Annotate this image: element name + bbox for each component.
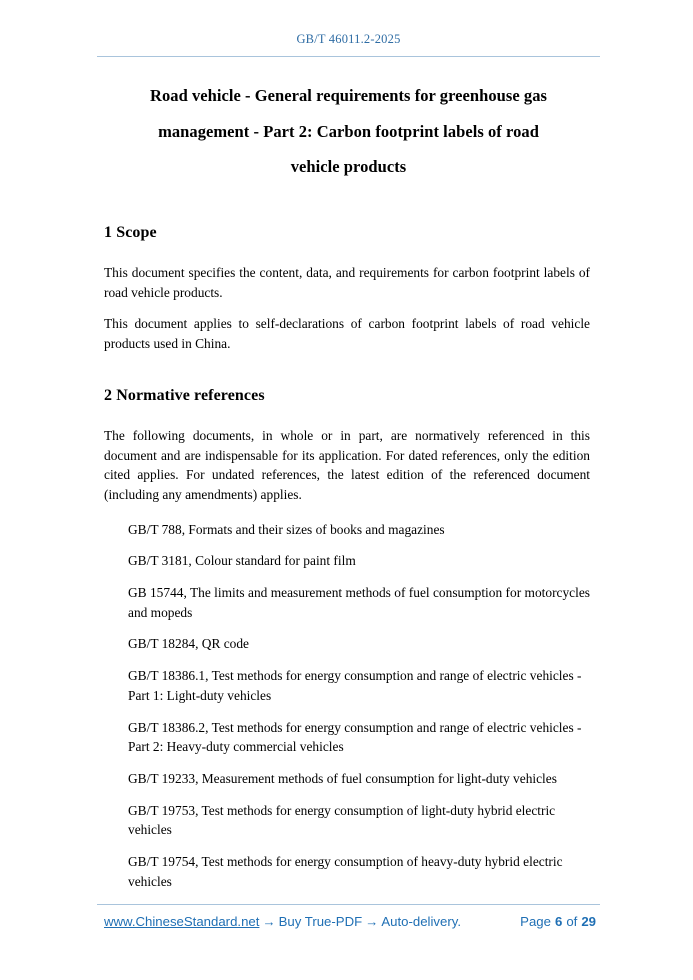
spacer [104,622,590,634]
reference-item: GB/T 3181, Colour standard for paint film [128,553,356,569]
document-title [97,78,600,185]
spacer [104,654,590,666]
footer-promo [104,912,461,932]
document-body [104,222,590,891]
page-indicator [520,912,596,932]
reference-item: GB 15744, The limits and measurement methods of fuel consumption for motorcycles and mopeds [128,585,590,620]
document-title-line-2: management - Part 2: Carbon footprint labels of road [158,121,539,141]
current-page-number: 6 [554,914,563,929]
spacer [104,505,590,520]
reference-item: GB/T 18386.1, Test methods for energy consumption and range of electric vehicles - Part 1: Light-duty vehicles [128,668,582,703]
reference-item: GB/T 19754, Test methods for energy consumption of heavy-duty hybrid electric vehicles [128,854,563,889]
chinesestandard-link[interactable]: www.ChineseStandard.net [104,914,260,929]
page-label: Page [520,914,551,929]
spacer [104,539,590,551]
footer-promo-delivery: Auto-delivery. [381,914,461,929]
section-heading-normative-references: 2 Normative references [104,386,265,404]
total-page-count: 29 [581,914,596,929]
standard-code: GB/T 46011.2-2025 [296,32,401,46]
scope-paragraph-1: This document specifies the content, data, and requirements for carbon footprint labels of road vehicle products. [104,265,590,300]
section-heading-scope: 1 Scope [104,224,157,241]
spacer [104,706,590,718]
scope-paragraph-2: This document applies to self-declarations of carbon footprint labels of road vehicle products used in China. [104,316,590,352]
spacer [104,840,590,852]
spacer [104,789,590,801]
spacer [104,757,590,769]
header-divider [97,56,600,57]
reference-item: GB/T 18284, QR code [128,636,250,652]
normative-references-intro: The following documents, in whole or in part, are normatively referenced in this document and are indispensable for its application. For dated references, only the edition cited applies. For undated references, the latest edition of the referenced document (including any amendments) applies. [104,427,590,502]
spacer [104,244,590,263]
page-header [97,30,600,48]
spacer [104,302,590,314]
page-footer [97,912,600,934]
reference-item: GB/T 19233, Measurement methods of fuel consumption for light-duty vehicles [128,770,557,786]
footer-promo-buy: Buy True-PDF [278,914,363,929]
spacer [104,571,590,583]
footer-divider [97,904,600,905]
document-title-line-1: Road vehicle - General requirements for greenhouse gas [150,86,547,105]
arrow-right-icon: → [365,914,379,929]
reference-item: GB/T 788, Formats and their sizes of books and magazines [128,521,445,537]
reference-item: GB/T 18386.2, Test methods for energy consumption and range of electric vehicles - Part 2: Heavy-duty commercial vehicles [128,719,582,755]
document-title-line-3: vehicle products [290,157,407,176]
spacer [104,354,590,385]
spacer [104,407,590,426]
arrow-right-icon: → [262,914,276,929]
reference-item: GB/T 19753, Test methods for energy consumption of light-duty hybrid electric vehicles [128,802,556,838]
of-label: of [566,914,578,929]
